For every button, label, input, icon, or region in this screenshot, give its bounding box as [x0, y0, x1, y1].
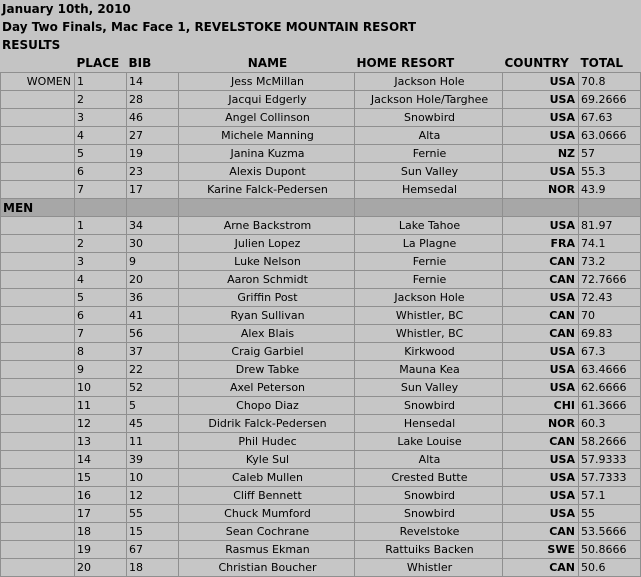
- name-cell: Alexis Dupont: [179, 163, 355, 181]
- table-row: [1, 163, 641, 181]
- place-cell: 5: [75, 289, 127, 307]
- section-filler: [179, 199, 355, 217]
- bib-cell: 34: [127, 217, 179, 235]
- place-cell: 4: [75, 271, 127, 289]
- table-row: [1, 451, 641, 469]
- table-row: [1, 289, 641, 307]
- total-cell: 67.3: [579, 343, 641, 361]
- place-cell: 17: [75, 505, 127, 523]
- place-cell: 12: [75, 415, 127, 433]
- bib-cell: 30: [127, 235, 179, 253]
- category-label: [1, 559, 75, 577]
- total-cell: 53.5666: [579, 523, 641, 541]
- country-cell: CAN: [503, 433, 579, 451]
- bib-cell: 56: [127, 325, 179, 343]
- resort-cell: Snowbird: [355, 397, 503, 415]
- resort-cell: Snowbird: [355, 109, 503, 127]
- bib-cell: 5: [127, 397, 179, 415]
- bib-cell: 17: [127, 181, 179, 199]
- bib-cell: 11: [127, 433, 179, 451]
- name-cell: Chopo Diaz: [179, 397, 355, 415]
- category-label: [1, 397, 75, 415]
- country-cell: CAN: [503, 523, 579, 541]
- resort-cell: Jackson Hole: [355, 289, 503, 307]
- bib-cell: 39: [127, 451, 179, 469]
- category-label: [1, 271, 75, 289]
- place-cell: 1: [75, 217, 127, 235]
- total-cell: 70: [579, 307, 641, 325]
- resort-cell: Whistler, BC: [355, 325, 503, 343]
- total-cell: 61.3666: [579, 397, 641, 415]
- resort-cell: Fernie: [355, 253, 503, 271]
- results-table: [0, 54, 641, 577]
- section-filler: [127, 199, 179, 217]
- resort-cell: Hemsedal: [355, 181, 503, 199]
- category-label: [1, 181, 75, 199]
- name-cell: Kyle Sul: [179, 451, 355, 469]
- name-cell: Rasmus Ekman: [179, 541, 355, 559]
- total-cell: 50.6: [579, 559, 641, 577]
- name-cell: Jacqui Edgerly: [179, 91, 355, 109]
- bib-cell: 15: [127, 523, 179, 541]
- table-row: [1, 487, 641, 505]
- category-label: [1, 523, 75, 541]
- category-label: [1, 541, 75, 559]
- header-bib: BIB: [127, 54, 179, 73]
- country-cell: FRA: [503, 235, 579, 253]
- bib-cell: 12: [127, 487, 179, 505]
- name-cell: Cliff Bennett: [179, 487, 355, 505]
- header-name: NAME: [179, 54, 355, 73]
- section-filler: [355, 199, 503, 217]
- country-cell: USA: [503, 505, 579, 523]
- table-row: [1, 469, 641, 487]
- country-cell: USA: [503, 451, 579, 469]
- resort-cell: La Plagne: [355, 235, 503, 253]
- country-cell: CAN: [503, 271, 579, 289]
- resort-cell: Rattuiks Backen: [355, 541, 503, 559]
- category-label: [1, 325, 75, 343]
- name-cell: Caleb Mullen: [179, 469, 355, 487]
- country-cell: CAN: [503, 325, 579, 343]
- table-row: [1, 505, 641, 523]
- country-cell: USA: [503, 163, 579, 181]
- resort-cell: Snowbird: [355, 487, 503, 505]
- bib-cell: 19: [127, 145, 179, 163]
- bib-cell: 22: [127, 361, 179, 379]
- resort-cell: Mauna Kea: [355, 361, 503, 379]
- name-cell: Drew Tabke: [179, 361, 355, 379]
- event-date: January 10th, 2010: [2, 2, 131, 16]
- total-cell: 50.8666: [579, 541, 641, 559]
- bib-cell: 45: [127, 415, 179, 433]
- country-cell: USA: [503, 217, 579, 235]
- total-cell: 73.2: [579, 253, 641, 271]
- country-cell: USA: [503, 361, 579, 379]
- country-cell: USA: [503, 487, 579, 505]
- country-cell: USA: [503, 289, 579, 307]
- bib-cell: 20: [127, 271, 179, 289]
- category-label: [1, 217, 75, 235]
- resort-cell: Jackson Hole: [355, 73, 503, 91]
- name-cell: Craig Garbiel: [179, 343, 355, 361]
- category-label: [1, 163, 75, 181]
- resort-cell: Whistler, BC: [355, 307, 503, 325]
- name-cell: Griffin Post: [179, 289, 355, 307]
- resort-cell: Lake Louise: [355, 433, 503, 451]
- place-cell: 3: [75, 253, 127, 271]
- results-heading: RESULTS: [2, 38, 61, 52]
- name-cell: Julien Lopez: [179, 235, 355, 253]
- category-label: [1, 487, 75, 505]
- name-cell: Luke Nelson: [179, 253, 355, 271]
- name-cell: Aaron Schmidt: [179, 271, 355, 289]
- country-cell: NOR: [503, 181, 579, 199]
- place-cell: 3: [75, 109, 127, 127]
- header-country: COUNTRY: [503, 54, 579, 73]
- total-cell: 43.9: [579, 181, 641, 199]
- table-row: [1, 271, 641, 289]
- header-place: PLACE: [75, 54, 127, 73]
- resort-cell: Fernie: [355, 271, 503, 289]
- total-cell: 72.43: [579, 289, 641, 307]
- place-cell: 9: [75, 361, 127, 379]
- table-row: [1, 541, 641, 559]
- place-cell: 20: [75, 559, 127, 577]
- bib-cell: 36: [127, 289, 179, 307]
- table-row: [1, 181, 641, 199]
- country-cell: CAN: [503, 307, 579, 325]
- category-label: [1, 289, 75, 307]
- table-row: [1, 109, 641, 127]
- total-cell: 57: [579, 145, 641, 163]
- name-cell: Michele Manning: [179, 127, 355, 145]
- bib-cell: 10: [127, 469, 179, 487]
- resort-cell: Fernie: [355, 145, 503, 163]
- table-row: [1, 433, 641, 451]
- country-cell: USA: [503, 469, 579, 487]
- place-cell: 7: [75, 325, 127, 343]
- total-cell: 72.7666: [579, 271, 641, 289]
- total-cell: 63.0666: [579, 127, 641, 145]
- resort-cell: Revelstoke: [355, 523, 503, 541]
- table-row: [1, 217, 641, 235]
- men-section-label: MEN: [1, 199, 75, 217]
- name-cell: Alex Blais: [179, 325, 355, 343]
- resort-cell: Sun Valley: [355, 163, 503, 181]
- name-cell: Karine Falck-Pedersen: [179, 181, 355, 199]
- header-category: [1, 54, 75, 73]
- country-cell: USA: [503, 73, 579, 91]
- bib-cell: 27: [127, 127, 179, 145]
- resort-cell: Whistler: [355, 559, 503, 577]
- bib-cell: 46: [127, 109, 179, 127]
- total-cell: 69.83: [579, 325, 641, 343]
- resort-cell: Kirkwood: [355, 343, 503, 361]
- table-row: [1, 73, 641, 91]
- country-cell: USA: [503, 379, 579, 397]
- resort-cell: Hensedal: [355, 415, 503, 433]
- place-cell: 2: [75, 91, 127, 109]
- place-cell: 19: [75, 541, 127, 559]
- category-label: [1, 145, 75, 163]
- category-label: [1, 469, 75, 487]
- place-cell: 13: [75, 433, 127, 451]
- country-cell: USA: [503, 109, 579, 127]
- place-cell: 14: [75, 451, 127, 469]
- total-cell: 63.4666: [579, 361, 641, 379]
- bib-cell: 41: [127, 307, 179, 325]
- table-row: [1, 415, 641, 433]
- resort-cell: Alta: [355, 451, 503, 469]
- country-cell: USA: [503, 127, 579, 145]
- place-cell: 7: [75, 181, 127, 199]
- table-row: [1, 379, 641, 397]
- bib-cell: 23: [127, 163, 179, 181]
- country-cell: CHI: [503, 397, 579, 415]
- header-home-resort: HOME RESORT: [355, 54, 503, 73]
- country-cell: NOR: [503, 415, 579, 433]
- place-cell: 11: [75, 397, 127, 415]
- country-cell: USA: [503, 343, 579, 361]
- category-label: [1, 433, 75, 451]
- category-label: [1, 505, 75, 523]
- category-label: [1, 415, 75, 433]
- table-row: [1, 523, 641, 541]
- section-filler: [579, 199, 641, 217]
- total-cell: 69.2666: [579, 91, 641, 109]
- place-cell: 2: [75, 235, 127, 253]
- header-total: TOTAL: [579, 54, 641, 73]
- category-label: [1, 361, 75, 379]
- country-cell: CAN: [503, 559, 579, 577]
- table-row: [1, 307, 641, 325]
- table-row: [1, 343, 641, 361]
- name-cell: Axel Peterson: [179, 379, 355, 397]
- place-cell: 6: [75, 307, 127, 325]
- bib-cell: 9: [127, 253, 179, 271]
- name-cell: Sean Cochrane: [179, 523, 355, 541]
- table-row: [1, 145, 641, 163]
- place-cell: 10: [75, 379, 127, 397]
- name-cell: Arne Backstrom: [179, 217, 355, 235]
- place-cell: 15: [75, 469, 127, 487]
- category-label: [1, 109, 75, 127]
- bib-cell: 67: [127, 541, 179, 559]
- column-header-row: [1, 54, 641, 73]
- category-label: [1, 379, 75, 397]
- bib-cell: 37: [127, 343, 179, 361]
- total-cell: 81.97: [579, 217, 641, 235]
- category-label: [1, 253, 75, 271]
- total-cell: 58.2666: [579, 433, 641, 451]
- bib-cell: 14: [127, 73, 179, 91]
- men-section-row: [1, 199, 641, 217]
- place-cell: 5: [75, 145, 127, 163]
- name-cell: Didrik Falck-Pedersen: [179, 415, 355, 433]
- place-cell: 18: [75, 523, 127, 541]
- category-label: [1, 91, 75, 109]
- total-cell: 55: [579, 505, 641, 523]
- place-cell: 6: [75, 163, 127, 181]
- table-row: [1, 253, 641, 271]
- country-cell: NZ: [503, 145, 579, 163]
- section-filler: [503, 199, 579, 217]
- total-cell: 62.6666: [579, 379, 641, 397]
- category-label: WOMEN: [1, 73, 75, 91]
- place-cell: 4: [75, 127, 127, 145]
- name-cell: Janina Kuzma: [179, 145, 355, 163]
- total-cell: 57.9333: [579, 451, 641, 469]
- country-cell: SWE: [503, 541, 579, 559]
- name-cell: Angel Collinson: [179, 109, 355, 127]
- category-label: [1, 343, 75, 361]
- name-cell: Christian Boucher: [179, 559, 355, 577]
- resort-cell: Alta: [355, 127, 503, 145]
- resort-cell: Crested Butte: [355, 469, 503, 487]
- table-row: [1, 91, 641, 109]
- total-cell: 60.3: [579, 415, 641, 433]
- bib-cell: 55: [127, 505, 179, 523]
- table-row: [1, 397, 641, 415]
- resort-cell: Snowbird: [355, 505, 503, 523]
- place-cell: 16: [75, 487, 127, 505]
- resort-cell: Sun Valley: [355, 379, 503, 397]
- category-label: [1, 127, 75, 145]
- category-label: [1, 451, 75, 469]
- total-cell: 67.63: [579, 109, 641, 127]
- name-cell: Phil Hudec: [179, 433, 355, 451]
- bib-cell: 52: [127, 379, 179, 397]
- total-cell: 55.3: [579, 163, 641, 181]
- name-cell: Jess McMillan: [179, 73, 355, 91]
- total-cell: 70.8: [579, 73, 641, 91]
- name-cell: Chuck Mumford: [179, 505, 355, 523]
- country-cell: USA: [503, 91, 579, 109]
- event-title: Day Two Finals, Mac Face 1, REVELSTOKE MOUNTAIN RESORT: [2, 20, 417, 34]
- total-cell: 74.1: [579, 235, 641, 253]
- place-cell: 1: [75, 73, 127, 91]
- country-cell: CAN: [503, 253, 579, 271]
- bib-cell: 28: [127, 91, 179, 109]
- resort-cell: Lake Tahoe: [355, 217, 503, 235]
- category-label: [1, 235, 75, 253]
- table-row: [1, 325, 641, 343]
- total-cell: 57.1: [579, 487, 641, 505]
- table-row: [1, 235, 641, 253]
- resort-cell: Jackson Hole/Targhee: [355, 91, 503, 109]
- bib-cell: 18: [127, 559, 179, 577]
- total-cell: 57.7333: [579, 469, 641, 487]
- section-filler: [75, 199, 127, 217]
- table-row: [1, 559, 641, 577]
- category-label: [1, 307, 75, 325]
- table-row: [1, 127, 641, 145]
- name-cell: Ryan Sullivan: [179, 307, 355, 325]
- table-row: [1, 361, 641, 379]
- place-cell: 8: [75, 343, 127, 361]
